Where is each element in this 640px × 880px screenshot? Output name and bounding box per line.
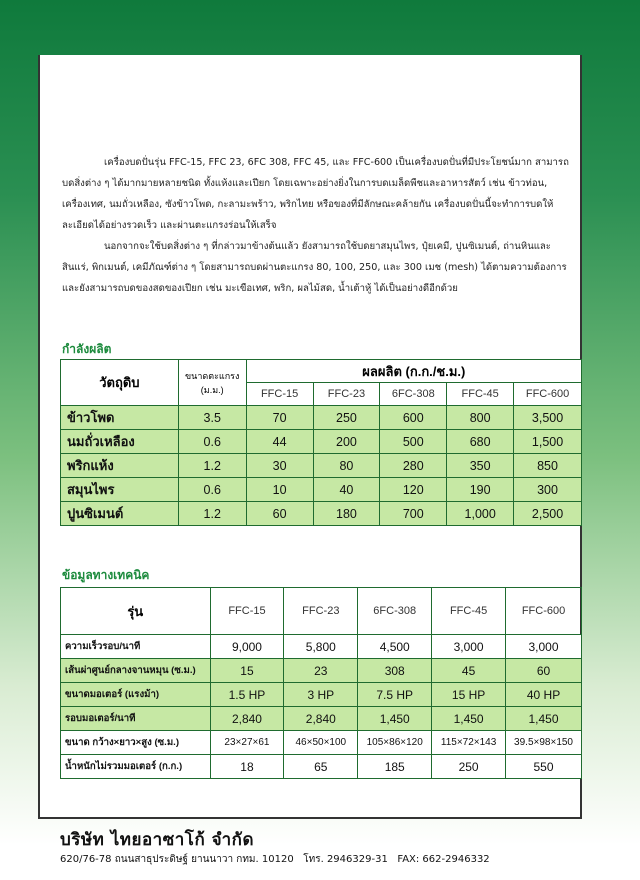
mesh-size: 3.5 — [178, 406, 246, 430]
capacity-row — [61, 502, 582, 526]
specs-header-model: รุ่น — [61, 588, 211, 635]
spec-value: 3 HP — [284, 683, 358, 707]
capacity-header-material: วัตถุดิบ — [61, 360, 179, 406]
spec-value: 15 — [210, 659, 284, 683]
spec-value: 3,000 — [432, 635, 506, 659]
output-value: 500 — [380, 430, 447, 454]
specs-row — [61, 635, 582, 659]
spec-name: ขนาด กว้าง×ยาว×สูง (ซ.ม.) — [61, 731, 211, 755]
capacity-row — [61, 406, 582, 430]
spec-value: 105×86×120 — [358, 731, 432, 755]
output-value: 30 — [246, 454, 313, 478]
capacity-row — [61, 454, 582, 478]
capacity-header-mesh: ขนาดตะแกรง (ม.ม.) — [178, 360, 246, 406]
specs-row — [61, 683, 582, 707]
spec-value: 308 — [358, 659, 432, 683]
spec-value: 60 — [506, 659, 582, 683]
spec-value: 1,450 — [506, 707, 582, 731]
specs-model-header: FFC-45 — [432, 588, 506, 635]
output-value: 850 — [514, 454, 582, 478]
output-value: 180 — [313, 502, 380, 526]
spec-value: 1,450 — [432, 707, 506, 731]
specs-model-header: FFC-23 — [284, 588, 358, 635]
output-value: 680 — [447, 430, 514, 454]
company-name: บริษัท ไทยอาซาโก้ จำกัด — [60, 830, 254, 850]
spec-value: 23 — [284, 659, 358, 683]
material-name: นมถั่วเหลือง — [61, 430, 179, 454]
spec-value: 3,000 — [506, 635, 582, 659]
spec-value: 46×50×100 — [284, 731, 358, 755]
spec-value: 1,450 — [358, 707, 432, 731]
output-value: 300 — [514, 478, 582, 502]
spec-value: 39.5×98×150 — [506, 731, 582, 755]
spec-value: 2,840 — [284, 707, 358, 731]
output-value: 10 — [246, 478, 313, 502]
capacity-table — [60, 359, 582, 526]
output-value: 800 — [447, 406, 514, 430]
capacity-header-output: ผลผลิต (ก.ก./ช.ม.) — [246, 360, 581, 383]
output-value: 80 — [313, 454, 380, 478]
material-name: ข้าวโพด — [61, 406, 179, 430]
output-value: 44 — [246, 430, 313, 454]
capacity-model-header: FFC-600 — [514, 383, 582, 406]
mesh-size: 0.6 — [178, 430, 246, 454]
spec-value: 9,000 — [210, 635, 284, 659]
spec-value: 18 — [210, 755, 284, 779]
mesh-size: 0.6 — [178, 478, 246, 502]
output-value: 60 — [246, 502, 313, 526]
spec-name: เส้นผ่าศูนย์กลางจานหมุน (ซ.ม.) — [61, 659, 211, 683]
material-name: สมุนไพร — [61, 478, 179, 502]
material-name: ปูนซิเมนต์ — [61, 502, 179, 526]
spec-value: 40 HP — [506, 683, 582, 707]
company-fax: FAX: 662-2946332 — [397, 854, 490, 865]
spec-value: 185 — [358, 755, 432, 779]
specs-model-header: FFC-15 — [210, 588, 284, 635]
specs-row — [61, 731, 582, 755]
specs-row — [61, 755, 582, 779]
output-value: 2,500 — [514, 502, 582, 526]
output-value: 1,500 — [514, 430, 582, 454]
spec-value: 550 — [506, 755, 582, 779]
company-address: 620/76-78 ถนนสาธุประดิษฐ์ ยานนาวา กทม. 10120 — [60, 854, 294, 865]
output-value: 1,000 — [447, 502, 514, 526]
spec-value: 250 — [432, 755, 506, 779]
output-value: 40 — [313, 478, 380, 502]
company-contact — [60, 852, 490, 867]
output-value: 700 — [380, 502, 447, 526]
spec-name: น้ำหนักไม่รวมมอเตอร์ (ก.ก.) — [61, 755, 211, 779]
spec-value: 2,840 — [210, 707, 284, 731]
capacity-model-header: FFC-15 — [246, 383, 313, 406]
output-value: 70 — [246, 406, 313, 430]
spec-value: 4,500 — [358, 635, 432, 659]
spec-name: รอบมอเตอร์/นาที — [61, 707, 211, 731]
mesh-size: 1.2 — [178, 454, 246, 478]
specs-table — [60, 587, 582, 779]
output-value: 3,500 — [514, 406, 582, 430]
output-value: 250 — [313, 406, 380, 430]
spec-value: 45 — [432, 659, 506, 683]
spec-value: 65 — [284, 755, 358, 779]
intro-paragraph-2: นอกจากจะใช้บดสิ่งต่าง ๆ ที่กล่าวมาข้างต้นแล้ว ยังสามารถใช้บดยาสมุนไพร, ปุ๋ยเคมี, ปูนซิเมนต์, ถ่านหินและสินแร่, พิกเมนต์, เคมีภัณฑ์ต่าง ๆ โดยสามารถบดผ่านตะแกรง 80, 100, 250, และ 300 เมช (mesh) ได้ตามความต้องการ และยังสามารถบดของสดของเปียก เช่น มะเขือเทศ, พริก, ผลไม้สด, น้ำเต้าหู้ ได้เป็นอย่างดีอีกด้วย — [62, 241, 567, 294]
output-value: 350 — [447, 454, 514, 478]
capacity-model-header: FFC-45 — [447, 383, 514, 406]
output-value: 600 — [380, 406, 447, 430]
output-value: 190 — [447, 478, 514, 502]
output-value: 280 — [380, 454, 447, 478]
capacity-section-title: กำลังผลิต — [62, 342, 112, 356]
capacity-row — [61, 430, 582, 454]
spec-value: 1.5 HP — [210, 683, 284, 707]
company-tel: โทร. 2946329-31 — [303, 854, 388, 865]
output-value: 120 — [380, 478, 447, 502]
specs-model-header: 6FC-308 — [358, 588, 432, 635]
intro-paragraph-1: เครื่องบดปั่นรุ่น FFC-15, FFC 23, 6FC 308, FFC 45, และ FFC-600 เป็นเครื่องบดปั่นที่มีประโยชน์มาก สามารถบดสิ่งต่าง ๆ ได้มากมายหลายชนิด ทั้งแห้งและเปียก โดยเฉพาะอย่างยิ่งในการบดเมล็ดพืชและอาหารสัตว์ เช่น ข้าวท่อน, เครื่องเทศ, นมถั่วเหลือง, ซังข้าวโพด, กะลามะพร้าว, พริกไทย หรือของที่มีลักษณะคล้ายกัน เครื่องบดปั่นนี้จะทำการบดให้ละเอียดได้อย่างรวดเร็ว และผ่านตะแกรงร่อนให้เสร็จ — [62, 157, 569, 231]
spec-value: 15 HP — [432, 683, 506, 707]
spec-name: ความเร็วรอบ/นาที — [61, 635, 211, 659]
capacity-model-header: 6FC-308 — [380, 383, 447, 406]
capacity-model-header: FFC-23 — [313, 383, 380, 406]
spec-value: 7.5 HP — [358, 683, 432, 707]
specs-row — [61, 707, 582, 731]
mesh-size: 1.2 — [178, 502, 246, 526]
output-value: 200 — [313, 430, 380, 454]
spec-value: 5,800 — [284, 635, 358, 659]
spec-value: 23×27×61 — [210, 731, 284, 755]
spec-value: 115×72×143 — [432, 731, 506, 755]
spec-name: ขนาดมอเตอร์ (แรงม้า) — [61, 683, 211, 707]
capacity-row — [61, 478, 582, 502]
material-name: พริกแห้ง — [61, 454, 179, 478]
specs-section-title: ข้อมูลทางเทคนิค — [62, 568, 150, 582]
brochure-card — [38, 55, 582, 819]
intro-text — [62, 152, 572, 299]
specs-row — [61, 659, 582, 683]
specs-model-header: FFC-600 — [506, 588, 582, 635]
